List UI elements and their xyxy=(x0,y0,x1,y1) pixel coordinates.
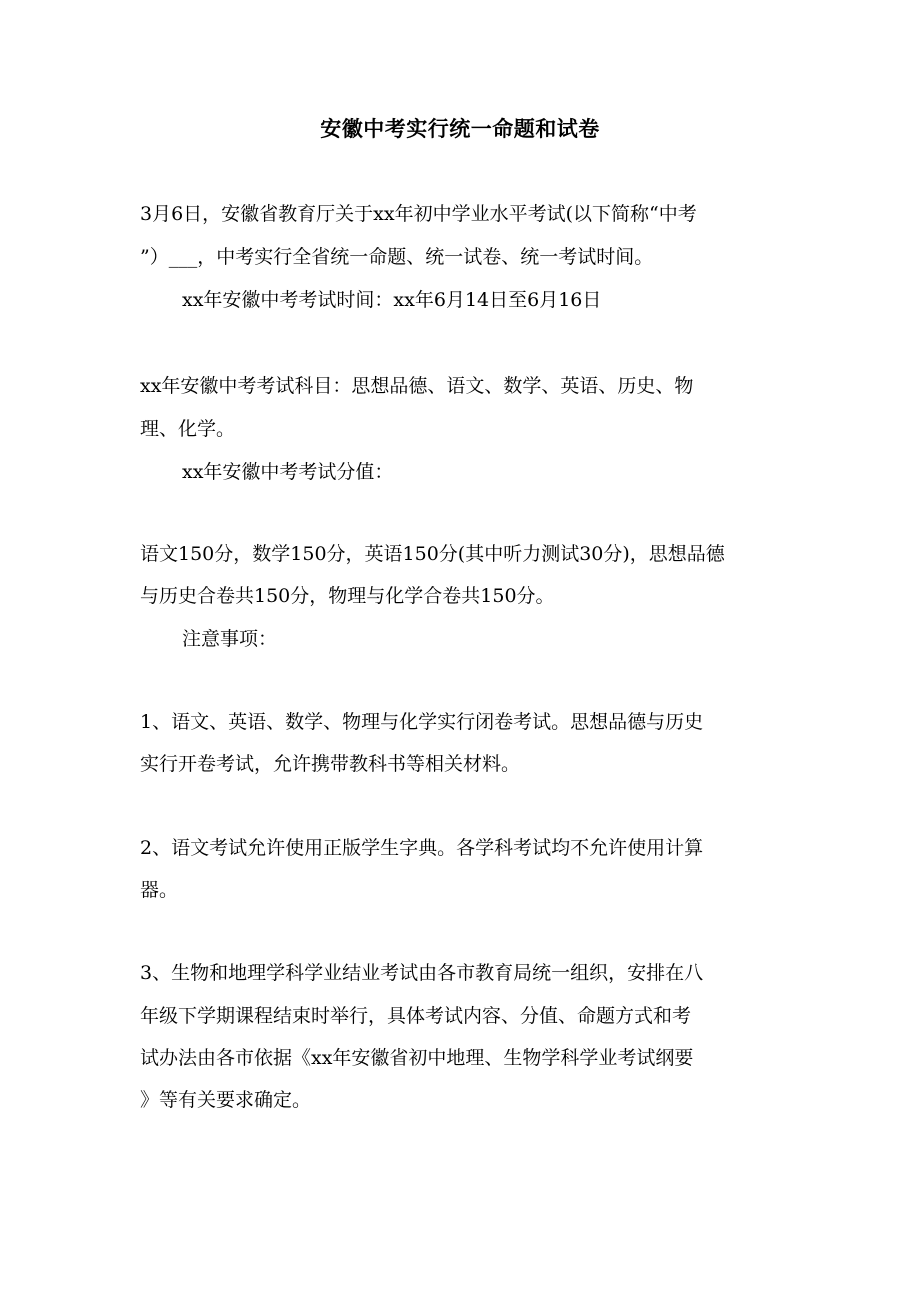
paragraph-line: 注意事项： xyxy=(182,628,278,650)
paragraph-line: 试办法由各市依据《xx年安徽省初中地理、生物学科学业考试纲要 xyxy=(140,1047,694,1069)
document-title: 安徽中考实行统一命题和试卷 xyxy=(320,117,600,141)
paragraph-line: 年级下学期课程结束时举行，具体考试内容、分值、命题方式和考 xyxy=(140,1005,692,1027)
paragraph-line: 与历史合卷共150分，物理与化学合卷共150分。 xyxy=(140,585,555,607)
paragraph-line: 实行开卷考试，允许携带教科书等相关材料。 xyxy=(140,753,521,775)
paragraph-line: xx年安徽中考考试科目：思想品德、语文、数学、英语、历史、物 xyxy=(140,375,694,397)
paragraph-line: ”）___，中考实行全省统一命题、统一试卷、统一考试时间。 xyxy=(140,246,654,268)
paragraph-line: 2、语文考试允许使用正版学生字典。各学科考试均不允许使用计算 xyxy=(140,837,704,859)
paragraph-line: xx年安徽中考考试分值： xyxy=(182,461,394,483)
paragraph-line: xx年安徽中考考试时间：xx年6月14日至6月16日 xyxy=(182,289,602,311)
paragraph-line: 3月6日，安徽省教育厅关于xx年初中学业水平考试(以下简称“中考 xyxy=(140,203,697,225)
paragraph-line: 》等有关要求确定。 xyxy=(140,1089,312,1111)
paragraph-line: 1、语文、英语、数学、物理与化学实行闭卷考试。思想品德与历史 xyxy=(140,711,704,733)
paragraph-line: 语文150分，数学150分，英语150分(其中听力测试30分)，思想品德 xyxy=(140,543,725,565)
paragraph-line: 3、生物和地理学科学业结业考试由各市教育局统一组织，安排在八 xyxy=(140,962,704,984)
paragraph-line: 器。 xyxy=(140,879,179,901)
paragraph-line: 理、化学。 xyxy=(140,418,236,440)
